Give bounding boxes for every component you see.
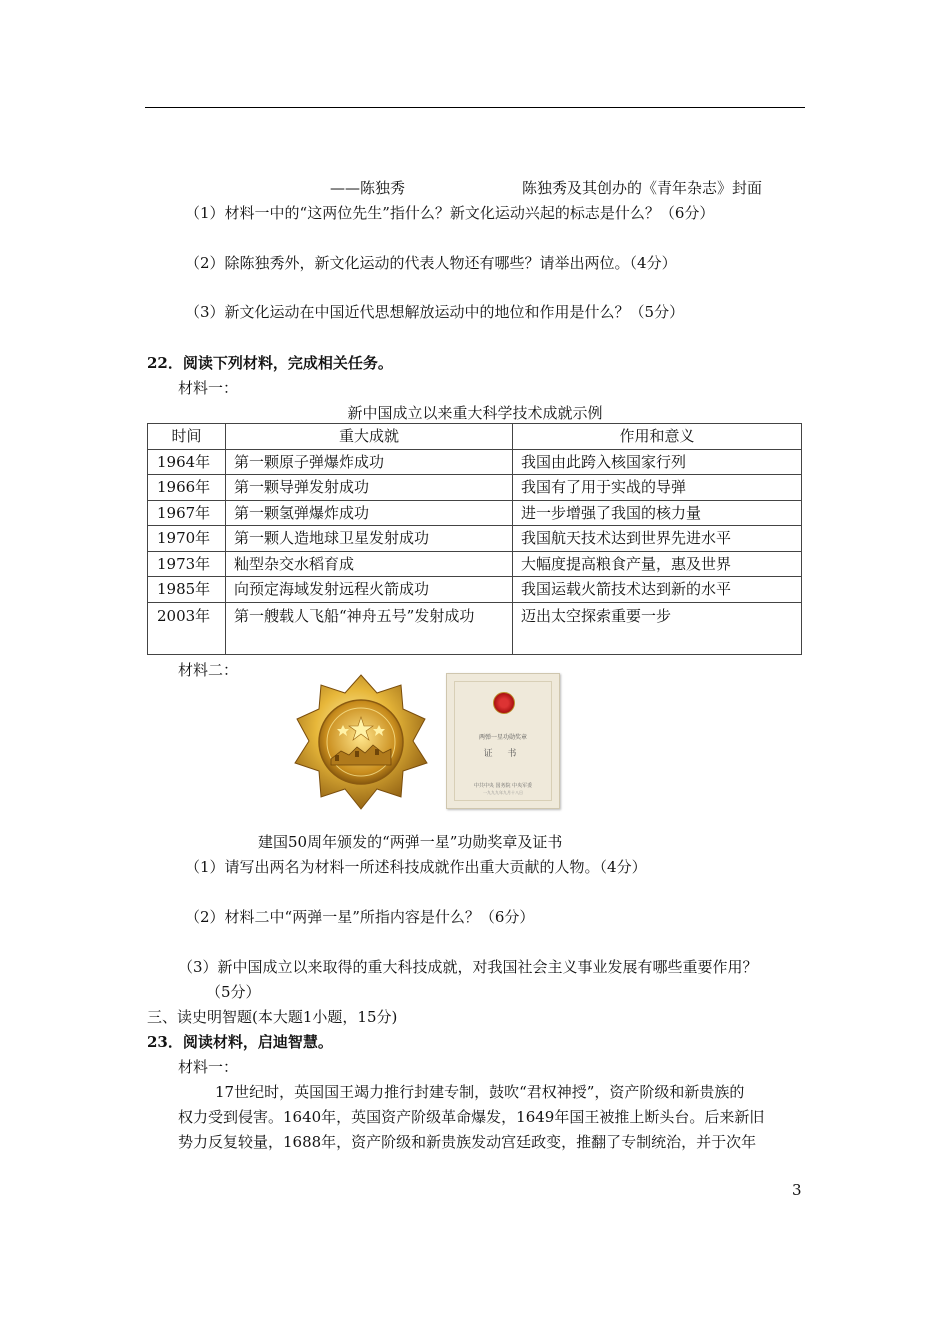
national-emblem-icon [493, 692, 515, 714]
table-row [148, 602, 802, 654]
cell-meaning: 迈出太空探索重要一步 [513, 602, 802, 654]
cell-meaning: 我国运载火箭技术达到新的水平 [513, 577, 802, 603]
q22-sub2: （2）材料二中“两弹一星”所指内容是什么？（6分） [185, 908, 535, 926]
table-row [148, 449, 802, 475]
header-achievement: 重大成就 [226, 424, 513, 450]
q21-sub1: （1）材料一中的“这两位先生”指什么？新文化运动兴起的标志是什么？（6分） [185, 204, 715, 222]
q22-title: 22．阅读下列材料，完成相关任务。 [147, 354, 393, 372]
q23-paragraph-line1: 17世纪时，英国国王竭力推行封建专制，鼓吹“君权神授”，资产阶级和新贵族的 [215, 1083, 745, 1101]
page-number: 3 [792, 1181, 802, 1199]
cell-meaning: 大幅度提高粮食产量，惠及世界 [513, 551, 802, 577]
cell-year: 1973年 [148, 551, 226, 577]
q22-sub3-score: （5分） [206, 983, 261, 1001]
cell-meaning: 我国航天技术达到世界先进水平 [513, 526, 802, 552]
cell-achievement-text: 第一艘载人飞船“神舟五号”发射成功 [234, 606, 475, 625]
cell-year: 2003年 [148, 602, 226, 654]
cell-year: 1967年 [148, 500, 226, 526]
cell-achievement: 第一颗导弹发射成功 [226, 475, 513, 501]
cell-meaning: 我国有了用于实战的导弹 [513, 475, 802, 501]
table-row [148, 475, 802, 501]
header-time: 时间 [148, 424, 226, 450]
cell-year: 1966年 [148, 475, 226, 501]
cell-achievement: 籼型杂交水稻育成 [226, 551, 513, 577]
q23-title: 23．阅读材料，启迪智慧。 [147, 1033, 333, 1051]
cell-year: 1985年 [148, 577, 226, 603]
q21-sub2: （2）除陈独秀外，新文化运动的代表人物还有哪些？请举出两位。（4分） [185, 254, 677, 272]
table-row [148, 526, 802, 552]
quote-attribution: ——陈独秀 [330, 179, 406, 197]
achievements-table [147, 423, 802, 655]
table-row [148, 577, 802, 603]
table-row [148, 551, 802, 577]
q22-sub1: （1）请写出两名为材料一所述科技成就作出重大贡献的人物。（4分） [185, 858, 647, 876]
cell-year: 1970年 [148, 526, 226, 552]
cell-meaning: 进一步增强了我国的核力量 [513, 500, 802, 526]
certificate-heading: 证 书 [483, 749, 523, 759]
cell-achievement [226, 602, 513, 654]
certificate-date: 一九九九年九月十八日 [483, 790, 523, 795]
table-row [148, 500, 802, 526]
section3-heading: 三、读史明智题(本大题1小题，15分) [147, 1008, 398, 1026]
cell-meaning: 我国由此跨入核国家行列 [513, 449, 802, 475]
medal-caption: 建国50周年颁发的“两弹一星”功勋奖章及证书 [258, 833, 563, 851]
cell-achievement: 第一颗氢弹爆炸成功 [226, 500, 513, 526]
medal-image [291, 673, 431, 811]
q23-paragraph-line3: 势力反复较量，1688年，资产阶级和新贵族发动宫廷政变，推翻了专制统治，并于次年 [178, 1133, 757, 1151]
certificate-issuers: 中共中央 国务院 中央军委 [473, 783, 533, 789]
table-header-row [148, 424, 802, 450]
certificate-image [446, 673, 560, 809]
cell-achievement: 向预定海域发射远程火箭成功 [226, 577, 513, 603]
q23-paragraph-line2: 权力受到侵害。1640年，英国资产阶级革命爆发，1649年国王被推上断头台。后来新旧 [178, 1108, 765, 1126]
table-title: 新中国成立以来重大科学技术成就示例 [347, 404, 603, 422]
cell-year: 1964年 [148, 449, 226, 475]
q21-sub3: （3）新文化运动在中国近代思想解放运动中的地位和作用是什么？（5分） [185, 303, 685, 321]
q23-material1-label: 材料一： [178, 1058, 239, 1076]
q22-material2-label: 材料二： [178, 661, 239, 679]
cell-achievement: 第一颗人造地球卫星发射成功 [226, 526, 513, 552]
header-rule [145, 107, 805, 108]
certificate-title: 两弹一星功勋奖章 [478, 734, 527, 741]
q22-material1-label: 材料一： [178, 379, 239, 397]
header-meaning: 作用和意义 [513, 424, 802, 450]
q22-sub3: （3）新中国成立以来取得的重大科技成就，对我国社会主义事业发展有哪些重要作用？ [178, 958, 758, 976]
image-caption-chenduxiu: 陈独秀及其创办的《青年杂志》封面 [522, 179, 763, 197]
cell-achievement: 第一颗原子弹爆炸成功 [226, 449, 513, 475]
